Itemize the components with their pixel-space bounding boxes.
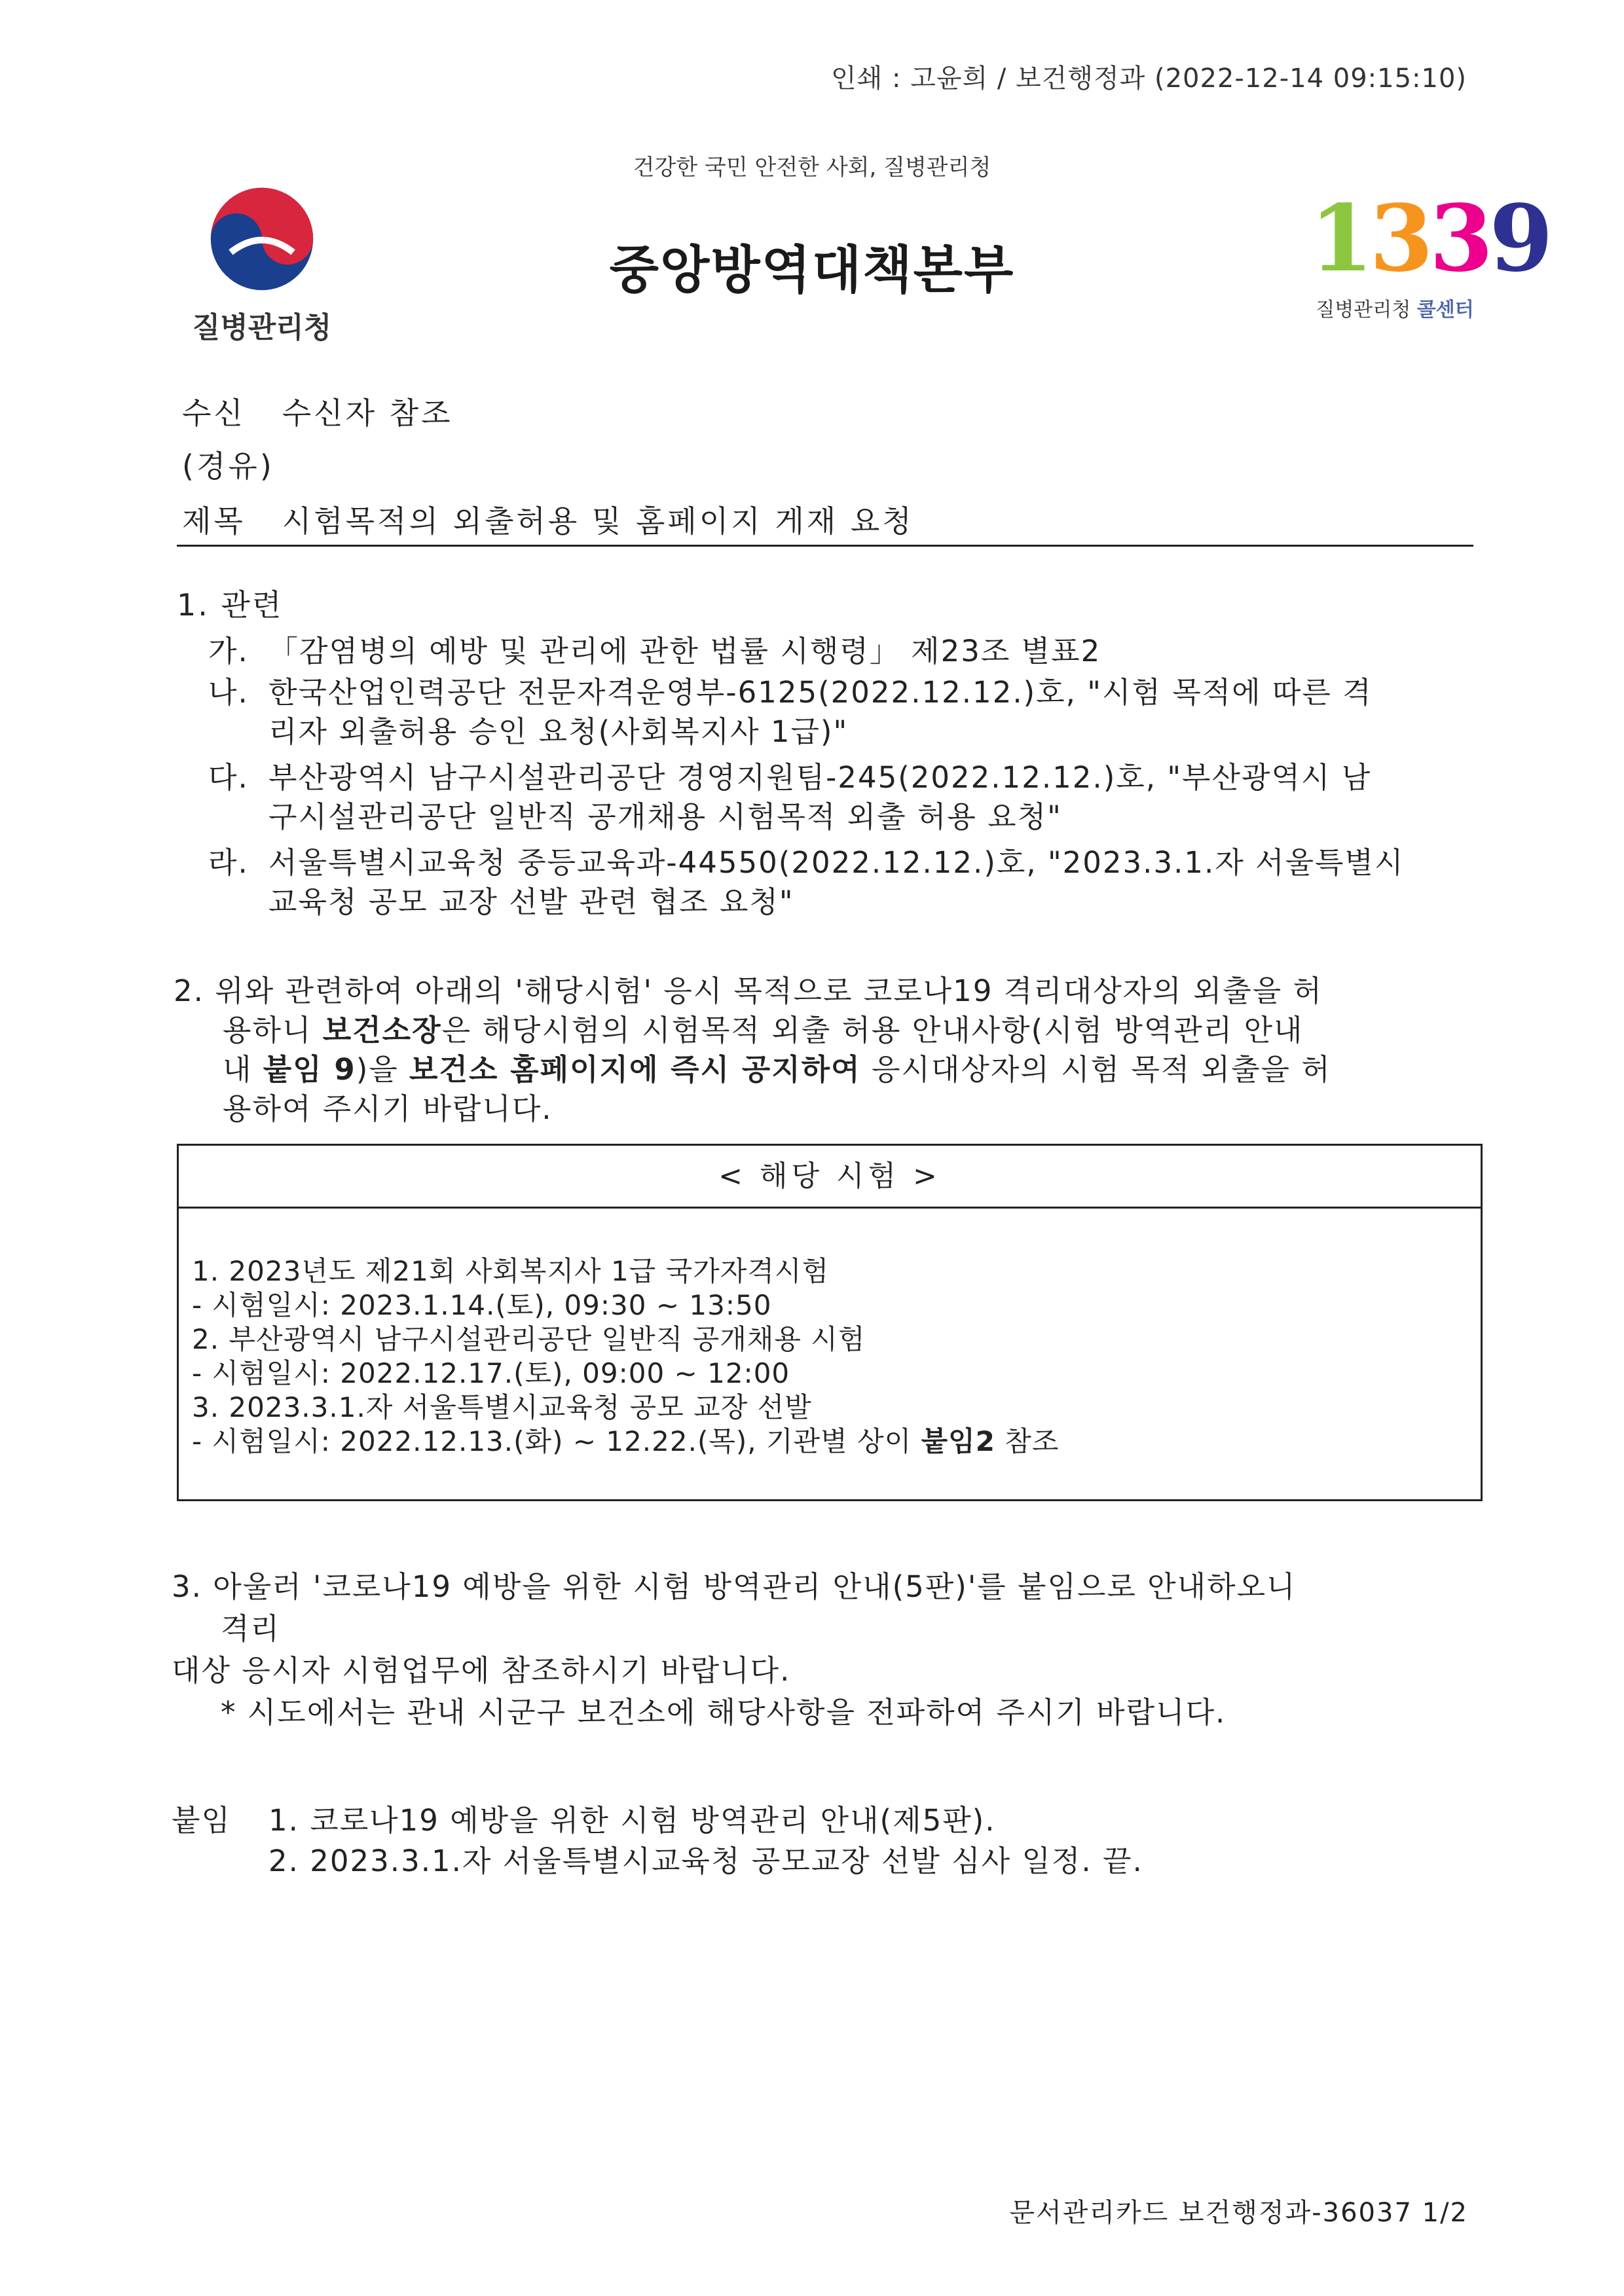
kdca-logo-name: 질병관리청 [192,311,332,344]
section2-line1: 2. 위와 관련하여 아래의 '해당시험' 응시 목적으로 코로나19 격리대상자의 외출을 허 [174,974,1323,1008]
subject-row [182,498,914,541]
attachment-row-1: 붙임 1. 코로나19 예방을 위한 시험 방역관리 안내(제5판). [172,1800,1143,1841]
exam-line: 2. 부산광역시 남구시설관리공단 일반직 공개채용 시험 [192,1323,866,1355]
section2-line4: 용하여 주시기 바랍니다. [223,1091,553,1126]
subject-value: 시험목적의 외출허용 및 홈페이지 게재 요청 [282,503,914,539]
section3-paragraph [172,1566,1297,1734]
ref-item-ga: 가. 「감염병의 예방 및 관리에 관한 법률 시행령」 제23조 별표2 [208,634,1101,668]
section3-line1: 3. 아울러 '코로나19 예방을 위한 시험 방역관리 안내(5판)'를 붙임으로 안내하오니 [172,1569,1297,1604]
via-row: (경유) [182,448,274,484]
header-divider [177,545,1473,547]
recipient-value: 수신자 참조 [282,395,453,431]
callcenter-number: 1339 [1310,185,1549,293]
section3-line3: 대상 응시자 시험업무에 참조하시기 바랍니다. [172,1653,791,1688]
recipient-row [182,390,453,433]
callcenter-caption: 질병관리청 콜센터 [1316,299,1474,321]
exam-box [177,1144,1483,1501]
recipient-label: 수신 [182,395,246,431]
section1-title: 1. 관련 [177,587,284,623]
slogan: 건강한 국민 안전한 사회, 질병관리청 [633,155,991,181]
section2-paragraph [174,972,1331,1129]
print-info: 인쇄 : 고윤희 / 보건행정과 (2022-12-14 09:15:10) [831,64,1467,94]
exam-list [179,1209,1481,1459]
exam-line: 3. 2023.3.1.자 서울특별시교육청 공모 교장 선발 [192,1391,812,1423]
callcenter-1339-logo [1310,185,1549,322]
agency-title: 중앙방역대책본부 [609,241,1015,300]
exam-line: - 시험일시: 2022.12.13.(화) ~ 12.22.(목), 기관별 상이 붙임2 참조 [192,1425,1060,1457]
section3-line2: 격리 [221,1611,280,1646]
exam-line: - 시험일시: 2023.1.14.(토), 09:30 ~ 13:50 [192,1289,772,1321]
ref-item-na: 나. 한국산업인력공단 전문자격운영부-6125(2022.12.12.)호, "시험 목적에 따른 격 리자 외출허용 승인 요청(사회복지사 1급)" [208,675,1373,749]
section2-line3: 내 붙임 9)을 보건소 홈페이지에 즉시 공지하여 응시대상자의 시험 목적 외출을 허 [223,1052,1331,1087]
exam-box-title: < 해당 시험 > [179,1146,1481,1209]
ref-item-da: 다. 부산광역시 남구시설관리공단 경영지원팀-245(2022.12.12.)호, "부산광역시 남 구시설관리공단 일반직 공개채용 시험목적 외출 허용 요청" [208,760,1372,834]
section2-line2: 용하니 보건소장은 해당시험의 시험목적 외출 허용 안내사항(시험 방역관리 안내 [223,1013,1304,1048]
attachment-row-2: 2. 2023.3.1.자 서울특별시교육청 공모교장 선발 심사 일정. 끝. [268,1844,1143,1878]
attachments-label: 붙임 [172,1803,231,1838]
document-footer: 문서관리카드 보건행정과-36037 1/2 [1009,2198,1468,2228]
ref-item-ra: 라. 서울특별시교육청 중등교육과-44550(2022.12.12.)호, "2023.3.1.자 서울특별시 교육청 공모 교장 선발 관련 협조 요청" [208,845,1405,919]
exam-line: 1. 2023년도 제21회 사회복지사 1급 국가자격시험 [192,1255,830,1287]
subject-label: 제목 [182,503,246,539]
section3-note: * 시도에서는 관내 시군구 보건소에 해당사항을 전파하여 주시기 바랍니다. [221,1695,1227,1730]
exam-line: - 시험일시: 2022.12.17.(토), 09:00 ~ 12:00 [192,1357,790,1389]
attachments [172,1800,1143,1882]
